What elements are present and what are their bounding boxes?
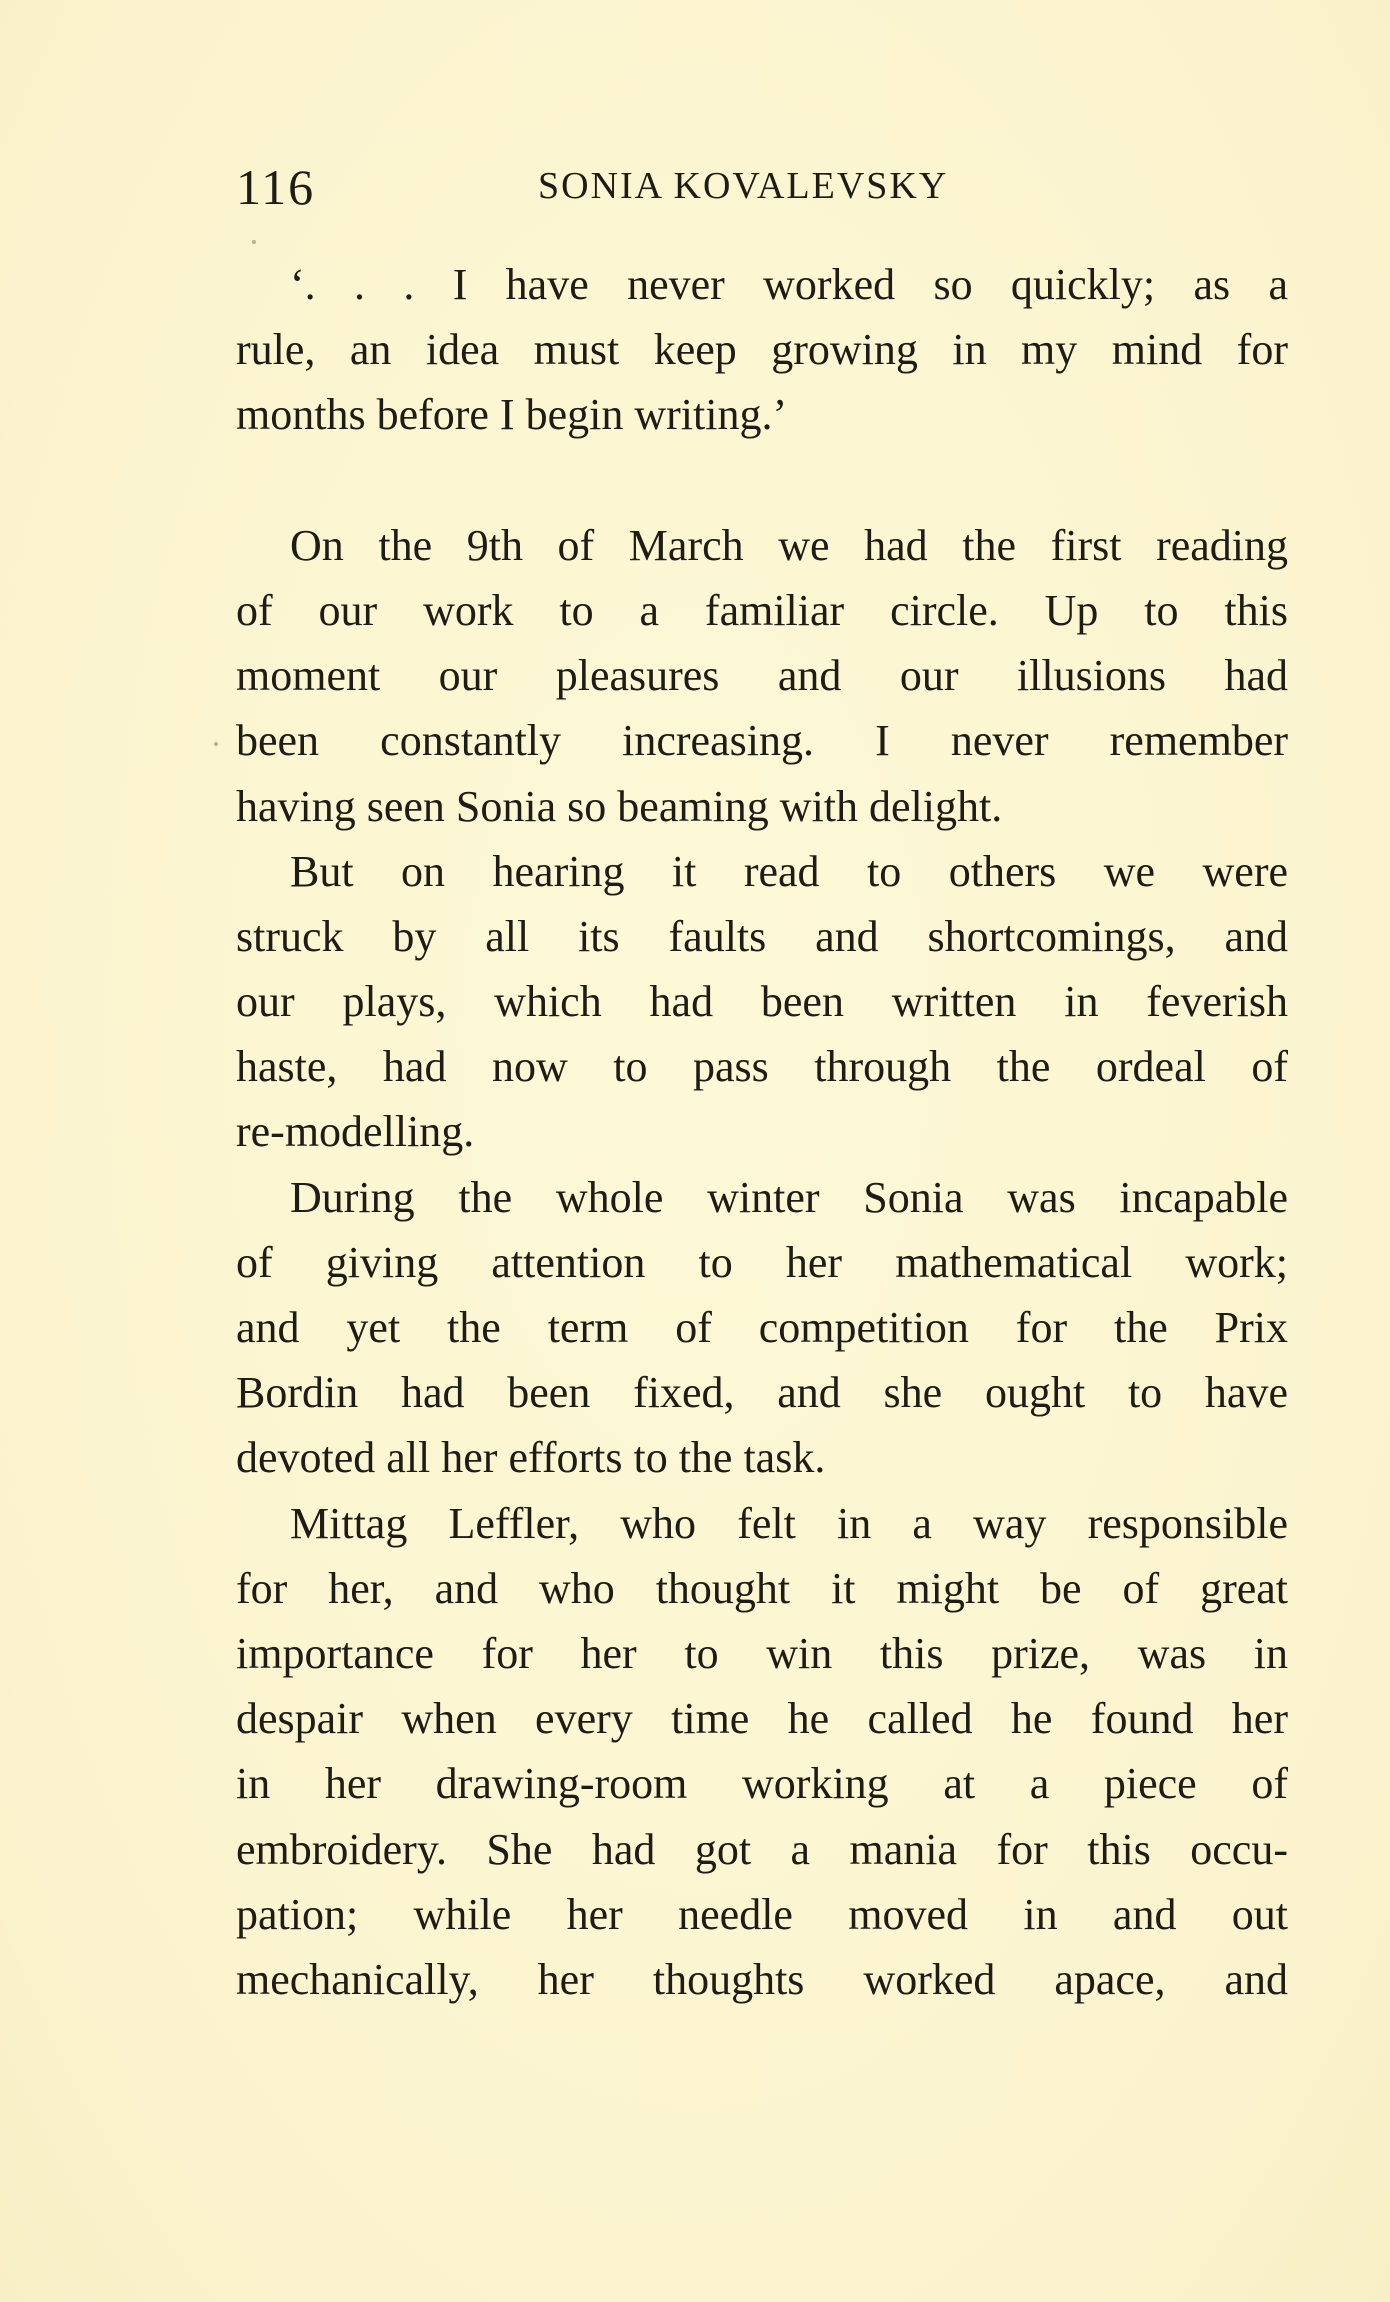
print-speck [252, 240, 256, 244]
text-line: re-modelling. [236, 1107, 475, 1157]
running-head [236, 158, 988, 218]
text-line: But on hearing it read to others we were [290, 846, 1288, 896]
page-number: 116 [236, 159, 316, 215]
text-line: for her, and who thought it might be of great [236, 1563, 1288, 1613]
text-line: rule, an idea must keep growing in my mind for [236, 325, 1288, 375]
text-line: been constantly increasing. I never remember [236, 716, 1288, 766]
paragraph [236, 1491, 1288, 2013]
paragraph [236, 1165, 1288, 1491]
body-text [236, 252, 1288, 2012]
text-line: haste, had now to pass through the ordeal of [236, 1042, 1288, 1092]
text-line: pation; while her needle moved in and out [236, 1889, 1288, 1939]
text-line: our plays, which had been written in feverish [236, 977, 1288, 1027]
text-line: of our work to a familiar circle. Up to this [236, 585, 1288, 635]
paragraph [236, 252, 1288, 448]
text-line: having seen Sonia so beaming with delight. [236, 781, 1003, 831]
text-line: Bordin had been fixed, and she ought to have [236, 1368, 1288, 1418]
text-line: Mittag Leffler, who felt in a way responsible [290, 1498, 1288, 1548]
paragraph-gap [236, 448, 1288, 513]
text-line: During the whole winter Sonia was incapable [290, 1172, 1288, 1222]
text-line: importance for her to win this prize, was in [236, 1628, 1288, 1678]
text-line: devoted all her efforts to the task. [236, 1433, 826, 1483]
text-line: and yet the term of competition for the Prix [236, 1303, 1288, 1352]
print-speck [214, 742, 218, 746]
text-line: On the 9th of March we had the first reading [290, 520, 1288, 570]
paragraph [236, 839, 1288, 1165]
text-line: ‘. . . I have never worked so quickly; as a [290, 260, 1288, 309]
text-line: mechanically, her thoughts worked apace, and [236, 1954, 1288, 2004]
text-line: in her drawing-room working at a piece of [236, 1759, 1288, 1809]
text-line: struck by all its faults and shortcomings, and [236, 911, 1288, 961]
text-line: of giving attention to her mathematical work; [236, 1237, 1288, 1287]
text-line: embroidery. She had got a mania for this occu- [236, 1824, 1288, 1874]
text-line: moment our pleasures and our illusions had [236, 651, 1288, 701]
running-title: SONIA KOVALEVSKY [538, 165, 949, 207]
text-line: months before I begin writing.’ [236, 390, 788, 440]
paragraph [236, 513, 1288, 839]
text-line: despair when every time he called he found her [236, 1694, 1288, 1744]
